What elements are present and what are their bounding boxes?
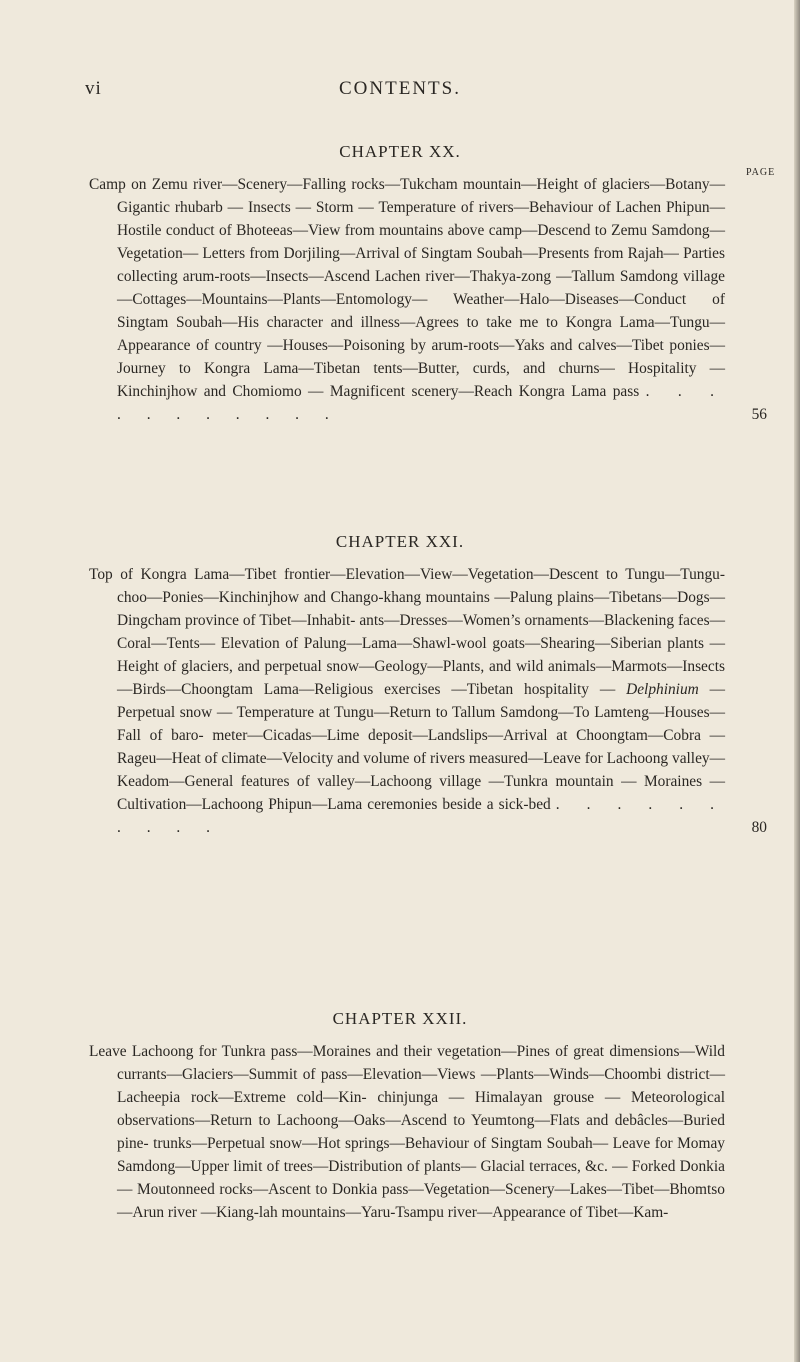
chapter-heading: CHAPTER XX. [339, 142, 461, 161]
page-number: 80 [751, 819, 767, 836]
chapter-contents [89, 1040, 725, 1224]
running-head [0, 78, 800, 108]
chapter-heading: CHAPTER XXI. [335, 532, 465, 551]
chapter-contents [89, 563, 767, 839]
dot-leader: . . . . . . . . . . [117, 796, 725, 836]
chapter-synopsis: Camp on Zemu river—Scenery—Falling rocks—Tukcham mountain—Height of glaciers—Botany—Gigantic rhubarb — Insects — Storm — Temperature of rivers—Behaviour of Lachen Phipun—Hostile conduct of Bhoteeas—View from mountains above camp—Descend to Zemu Samdong—Vegetation— Letters from Dorjiling—Arrival of Singtam Soubah—Presents from Rajah— Parties collecting arum-roots—Insects—Ascend Lachen river—Thakya-zong —Tallum Samdong village—Cottages—Mountains—Plants—Entomology— Weather—Halo—Diseases—Conduct of Singtam Soubah—His character and illness—Agrees to take me to Kongra Lama—Tungu—Appearance of country —Houses—Poisoning by arum-roots—Yaks and calves—Tibet ponies— Journey to Kongra Lama—Tibetan tents—Butter, curds, and churns— Hospitality — Kinchinjhow and Chomiomo — Magnificent scenery—Reach Kongra Lama pass [89, 176, 725, 400]
page-column-label: PAGE [746, 167, 776, 178]
page-number: 56 [751, 406, 767, 423]
chapter-xxii [0, 1009, 800, 1224]
italic-term: Delphinium [626, 681, 699, 698]
chapter-synopsis: Leave Lachoong for Tunkra pass—Moraines and their vegetation—Pines of great dimensions—Wild currants—Glaciers—Summit of pass—Elevation—Views —Plants—Winds—Choombi district—Lacheepia rock—Extreme cold—Kin- chinjunga — Himalayan grouse — Meteorological observations—Return to Lachoong—Oaks—Ascend to Yeumtong—Flats and debâcles—Buried pine- trunks—Perpetual snow—Hot springs—Behaviour of Singtam Soubah— Leave for Momay Samdong—Upper limit of trees—Distribution of plants— Glacial terraces, &c. — Forked Donkia — Moutonneed rocks—Ascent to Donkia pass—Vegetation—Scenery—Lakes—Tibet—Bhomtso—Arun river —Kiang-lah mountains—Yaru-Tsampu river—Appearance of Tibet—Kam- [89, 1043, 725, 1221]
page-folio: vi [85, 78, 102, 99]
chapter-contents [89, 173, 767, 426]
chapter-heading: CHAPTER XXII. [332, 1009, 468, 1028]
chapter-xx [0, 142, 800, 426]
chapter-synopsis-part-2: — Perpetual snow — Temperature at Tungu—Return to Tallum Samdong—To Lamteng—Houses—Fall of baro- meter—Cicadas—Lime deposit—Landslips—Arrival at Choongtam—Cobra —Rageu—Heat of climate—Velocity and volume of rivers measured—Leave for Lachoong valley—Keadom—General features of valley—Lachoong village —Tunkra mountain — Moraines — Cultivation—Lachoong Phipun—Lama ceremonies beside a sick-bed [117, 681, 726, 813]
running-title: CONTENTS. [339, 78, 461, 99]
dot-leader: . . . . . . . . . . . [117, 383, 725, 423]
chapter-xxi [0, 532, 800, 839]
chapter-synopsis-part-1: Top of Kongra Lama—Tibet frontier—Elevation—View—Vegetation—Descent to Tungu—Tungu-choo—Ponies—Kinchinjhow and Chango-khang mountains —Palung plains—Tibetans—Dogs—Dingcham province of Tibet—Inhabit- ants—Dresses—Women’s ornaments—Blackening faces—Coral—Tents— Elevation of Palung—Lama—Shawl-wool goats—Shearing—Siberian plants —Height of glaciers, and perpetual snow—Geology—Plants, and wild animals—Marmots—Insects—Birds—Choongtam Lama—Religious exercises —Tibetan hospitality — [89, 566, 725, 698]
